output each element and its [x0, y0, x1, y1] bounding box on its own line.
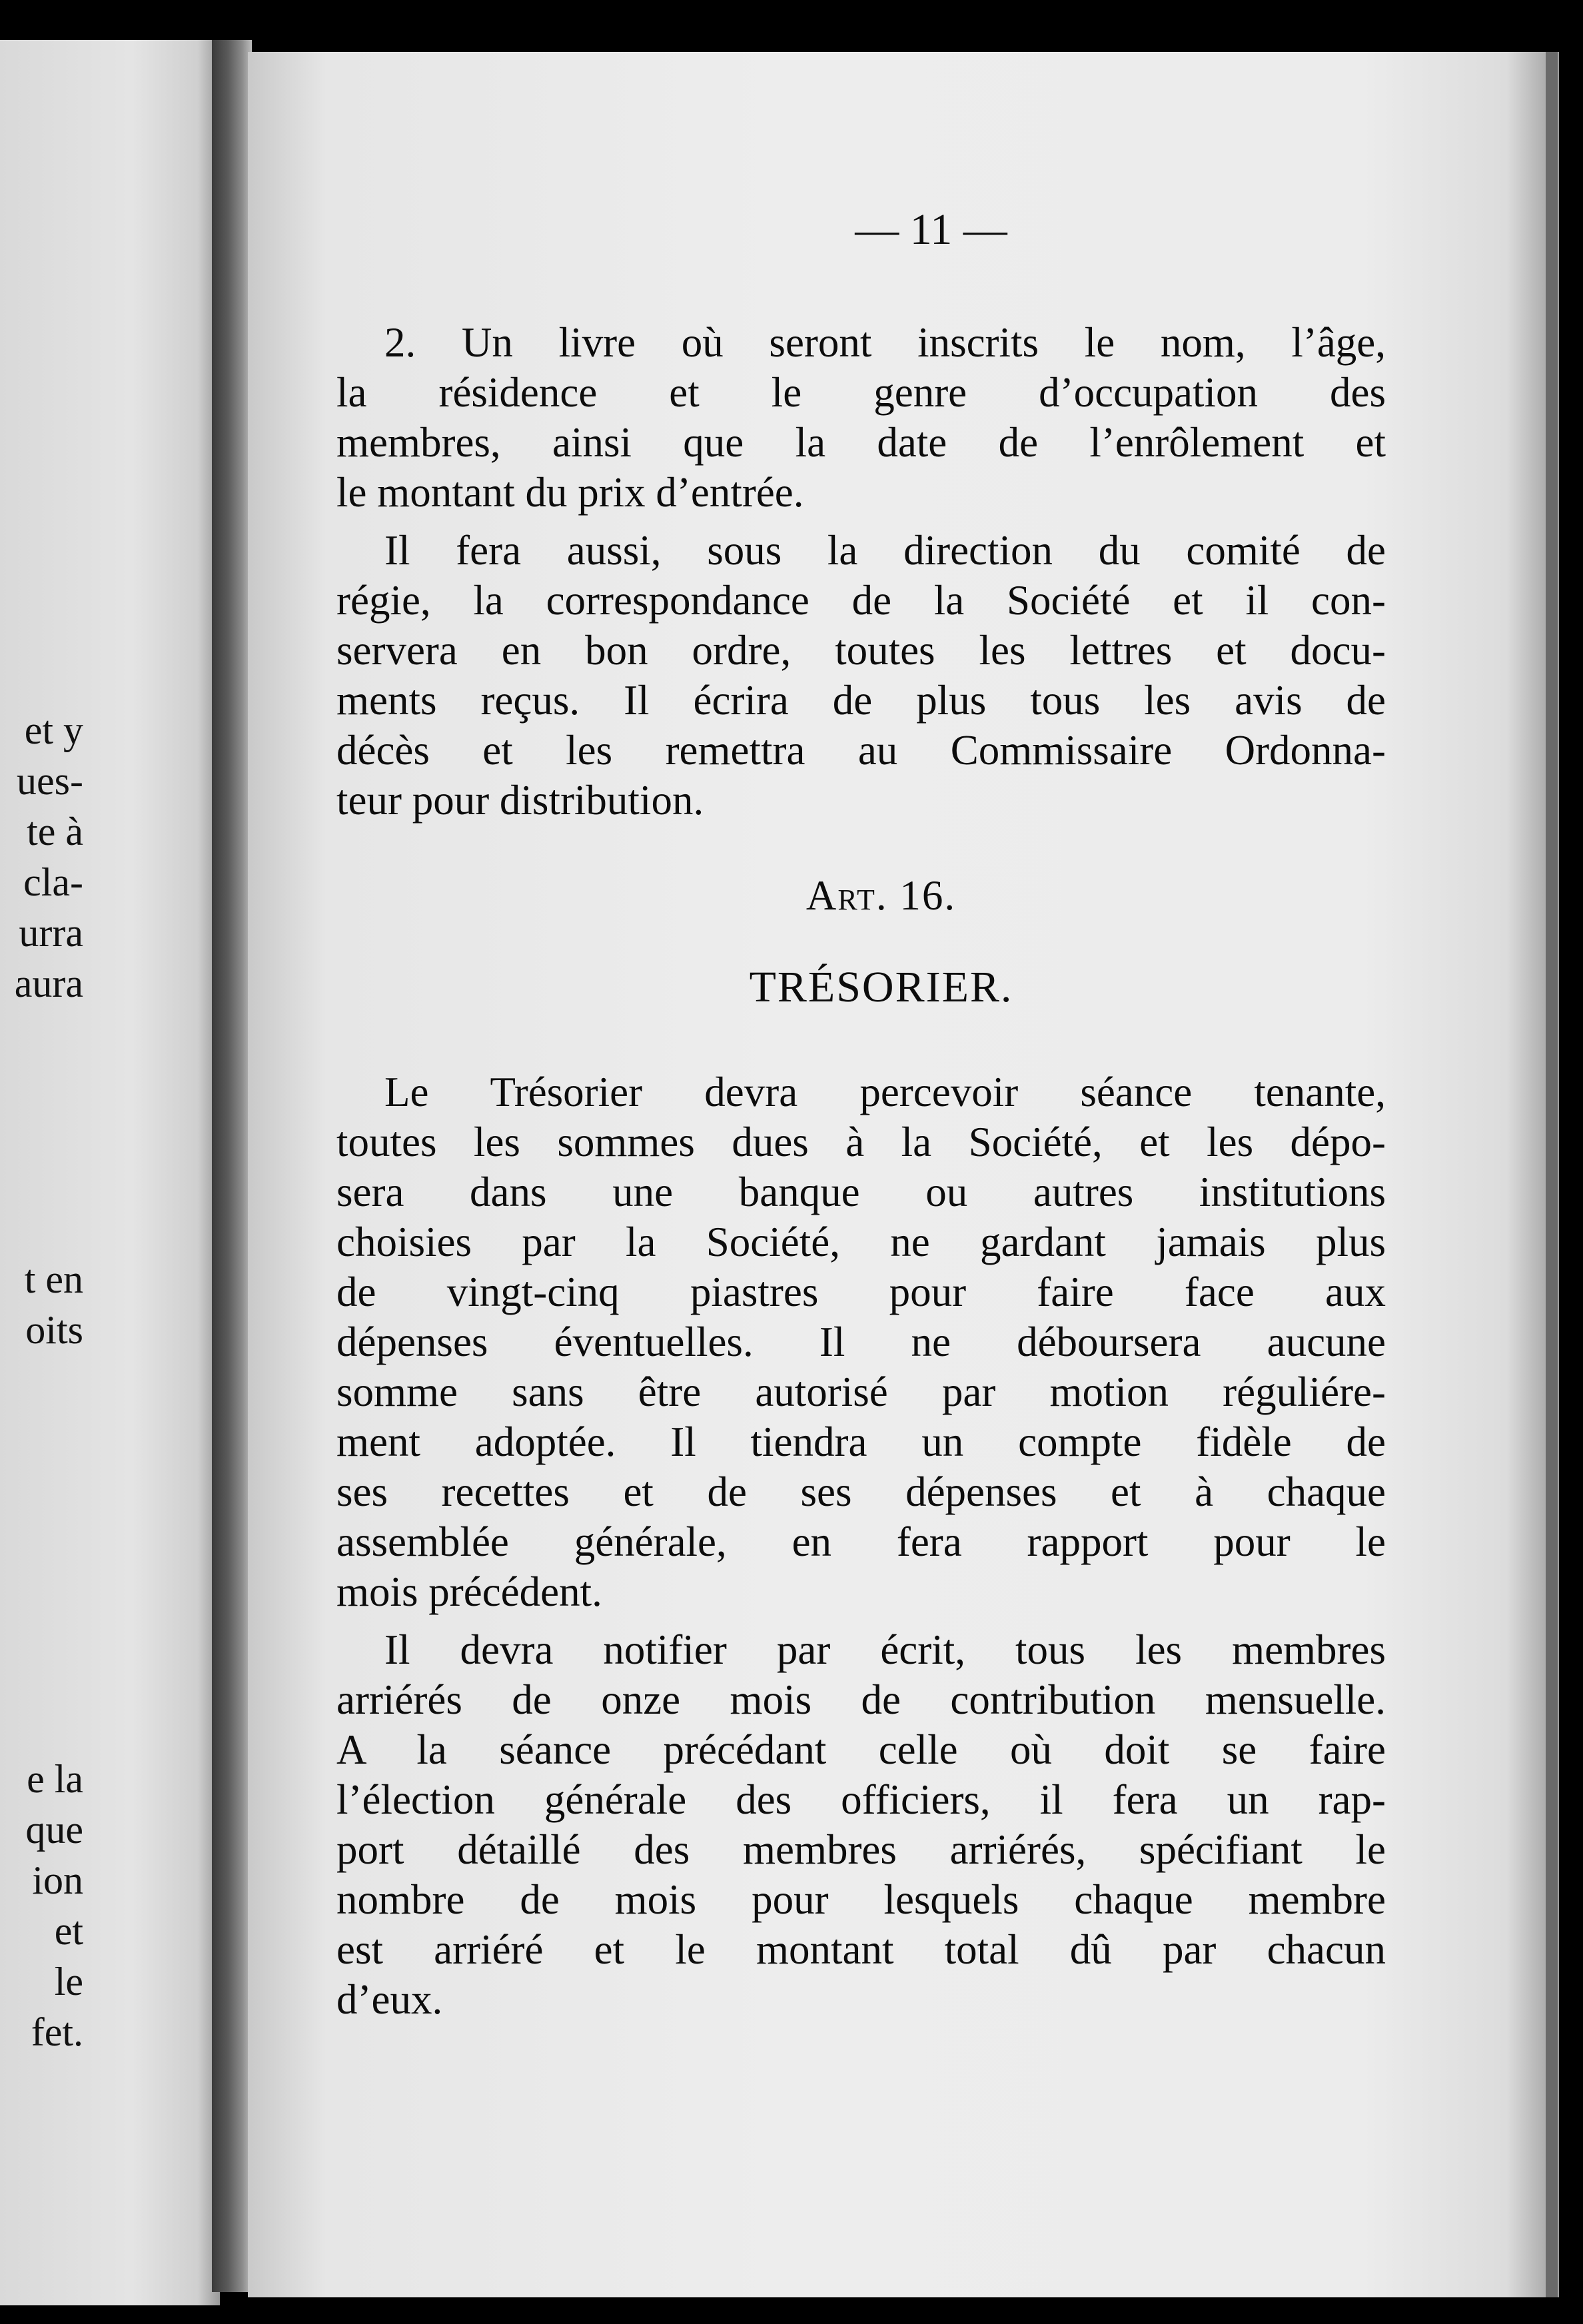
text-line: d’eux.	[336, 1976, 443, 2023]
text-line: port détaillé des membres arriérés, spécifiant le	[336, 1826, 1386, 1873]
previous-page-fragment: ion	[32, 1858, 83, 1902]
text-line: de vingt-cinq piastres pour faire face aux	[336, 1269, 1386, 1315]
previous-page-fragment: le	[54, 1960, 83, 2004]
previous-page-fragment: oits	[25, 1308, 83, 1352]
paragraph	[336, 1625, 1386, 2025]
text-line: membres, ainsi que la date de l’enrôlement et	[336, 419, 1386, 466]
text-line: teur pour distribution.	[336, 777, 704, 824]
text-line: Le Trésorier devra percevoir séance tenante,	[384, 1069, 1386, 1115]
previous-page-fragment: et y	[24, 708, 83, 752]
text-line: la résidence et le genre d’occupation des	[336, 369, 1386, 416]
text-line: dépenses éventuelles. Il ne déboursera aucune	[336, 1319, 1386, 1365]
text-line: Il devra notifier par écrit, tous les membres	[384, 1626, 1386, 1673]
text-line: ment adoptée. Il tiendra un compte fidèle de	[336, 1419, 1386, 1465]
previous-page-fragment: te à	[27, 810, 83, 854]
previous-page-fragment: que	[25, 1808, 83, 1852]
section-title: TRÉSORIER.	[749, 963, 1013, 1011]
previous-page-fragment: e la	[27, 1757, 83, 1801]
text-line: nombre de mois pour lesquels chaque membre	[336, 1876, 1386, 1923]
previous-page-fragment: aura	[14, 961, 83, 1005]
text-line: 2. Un livre où seront inscrits le nom, l’âge,	[384, 319, 1386, 366]
text-line: assemblée générale, en fera rapport pour le	[336, 1518, 1386, 1565]
text-line: décès et les remettra au Commissaire Ordonna-	[336, 727, 1386, 774]
previous-page-edge	[0, 40, 220, 2305]
text-line: le montant du prix d’entrée.	[336, 469, 804, 516]
text-line: ments reçus. Il écrira de plus tous les avis de	[336, 677, 1386, 724]
text-line: régie, la correspondance de la Société et il con-	[336, 577, 1386, 624]
text-line: toutes les sommes dues à la Société, et les dépo-	[336, 1119, 1386, 1165]
text-line: A la séance précédant celle où doit se faire	[336, 1726, 1386, 1773]
paragraph	[336, 526, 1386, 826]
text-line: ses recettes et de ses dépenses et à chaque	[336, 1468, 1386, 1515]
previous-page-fragment: cla-	[23, 860, 83, 904]
previous-page-fragment: urra	[19, 911, 83, 955]
previous-page-fragment: ues-	[17, 759, 83, 803]
paragraph	[336, 318, 1386, 518]
text-line: Il fera aussi, sous la direction du comité de	[384, 527, 1386, 574]
previous-page-fragment: t en	[24, 1257, 83, 1301]
book-binding-gutter	[212, 40, 252, 2292]
previous-page-fragment: et	[54, 1909, 83, 1953]
page-edge	[1546, 52, 1558, 2297]
paragraph	[336, 1067, 1386, 1617]
text-line: est arriéré et le montant total dû par chacun	[336, 1926, 1386, 1973]
text-line: choisies par la Société, ne gardant jamais plus	[336, 1219, 1386, 1265]
article-heading: Art. 16.	[805, 872, 957, 919]
text-line: l’élection générale des officiers, il fera un rap-	[336, 1776, 1386, 1823]
text-line: servera en bon ordre, toutes les lettres et docu-	[336, 627, 1386, 674]
page-number: — 11 —	[855, 205, 1007, 254]
text-line: sera dans une banque ou autres institutions	[336, 1169, 1386, 1215]
page-text-block	[336, 203, 1386, 2025]
previous-page-fragment: fet.	[31, 2010, 83, 2054]
text-line: somme sans être autorisé par motion réguliére-	[336, 1369, 1386, 1415]
text-line: arriérés de onze mois de contribution mensuelle.	[336, 1676, 1386, 1723]
text-line: mois précédent.	[336, 1568, 602, 1615]
